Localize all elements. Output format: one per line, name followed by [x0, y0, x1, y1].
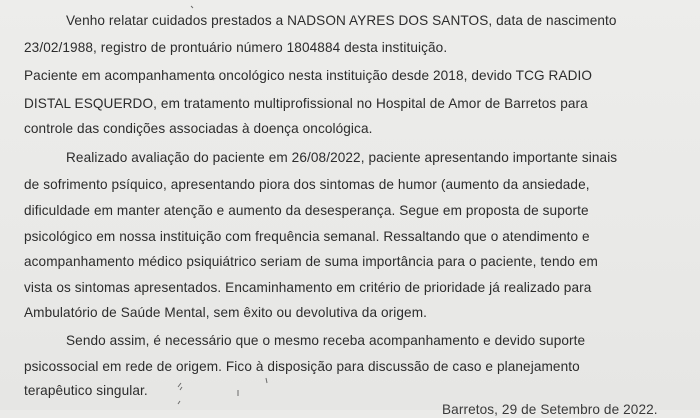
paragraph-3-line-4: psicológico em nossa instituição com frequência semanal. Ressaltando que o atendimento e	[24, 229, 590, 244]
paragraph-3-line-6: vista os sintomas apresentados. Encaminhamento em critério de prioridade já realizado para	[24, 280, 592, 295]
paragraph-4-line-2: psicossocial em rede de origem. Fico à disposição para discussão de caso e planejamento	[24, 359, 580, 374]
paragraph-4-line-3: terapêutico singular.	[24, 383, 148, 398]
paragraph-3-line-3: dificuldade em manter atenção e aumento da desesperança. Segue em proposta de suporte	[24, 203, 589, 218]
paragraph-2-line-3: controle das condições associadas à doença oncológica.	[24, 121, 373, 136]
paragraph-3-line-2: de sofrimento psíquico, apresentando piora dos sintomas de humor (aumento da ansiedade,	[24, 177, 590, 192]
paragraph-3-line-5: acompanhamento médico psiquiátrico seriam de suma importância para o paciente, tendo em	[24, 254, 598, 269]
place-date-line: Barretos, 29 de Setembro de 2022.	[442, 402, 658, 417]
paragraph-1-line-2: 23/02/1988, registro de prontuário número 1804884 desta instituição.	[24, 40, 448, 55]
paragraph-2-line-1: Paciente em acompanhamento oncológico nesta instituição desde 2018, devido TCG RADIO	[24, 68, 593, 83]
paragraph-3-line-7: Ambulatório de Saúde Mental, sem êxito ou devolutiva da origem.	[24, 305, 428, 320]
paragraph-3-line-1: Realizado avaliação do paciente em 26/08/2022, paciente apresentando importante sinais	[66, 150, 618, 165]
paragraph-2-line-2: DISTAL ESQUERDO, em tratamento multiprofissional no Hospital de Amor de Barretos para	[24, 96, 588, 111]
paragraph-1-line-1: Venho relatar cuidados prestados a NADSON AYRES DOS SANTOS, data de nascimento	[66, 13, 617, 28]
paragraph-4-line-1: Sendo assim, é necessário que o mesmo receba acompanhamento e devido suporte	[66, 333, 586, 348]
